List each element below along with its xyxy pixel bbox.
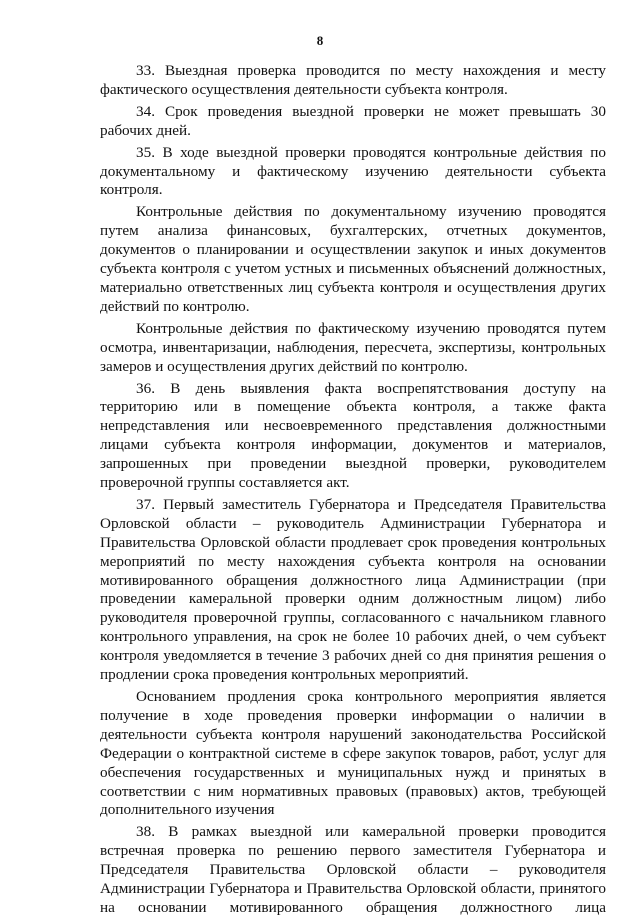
paragraph-37: 37. Первый заместитель Губернатора и Председателя Правительства Орловской области – руководитель Администрации Губернатора и Правительства Орловской области продлевает срок проведения контрольных мероприятий по месту нахождения субъекта контроля на основании мотивированного обращения должностного лица Администрации (при проведении камеральной проверки одним должностным лицом) либо руководителя проверочной группы, согласованного с начальником главного контрольного управления, на срок не более 10 рабочих дней, о чем субъект контроля уведомляется в течение 3 рабочих дней со дня принятия решения о продлении срока проведения контрольных мероприятий. [100, 495, 606, 684]
page-number: 8 [316, 33, 324, 48]
paragraph-33: 33. Выездная проверка проводится по месту нахождения и месту фактического осуществления деятельности субъекта контроля. [100, 62, 606, 98]
paragraph-38: 38. В рамках выездной или камеральной проверки проводится встречная проверка по решению первого заместителя Губернатора и Председателя Правительства Орловской области – руководителя Администрации Губернатора и Правительства Орловской области, принятого на основании мотивированного обращения должностного лица [100, 823, 606, 916]
paragraph-documentary-study: Контрольные действия по документальному изучению проводятся путем анализа финансовых, бухгалтерских, отчетных документов, документов о планировании и осуществлении закупок и иных документов субъекта контроля с учетом устных и письменных объяснений должностных, материально ответственных лиц субъекта контроля и осуществления других действий по контролю. [100, 203, 606, 315]
paragraph-34: 34. Срок проведения выездной проверки не может превышать 30 рабочих дней. [100, 102, 606, 139]
paragraph-factual-study: Контрольные действия по фактическому изучению проводятся путем осмотра, инвентаризации, наблюдения, пересчета, экспертизы, контрольных замеров и осуществления других действий по контролю. [100, 319, 606, 375]
document-body [100, 62, 606, 921]
paragraph-36: 36. В день выявления факта воспрепятствования доступу на территорию или в помещение объекта контроля, а также факта непредставления или несвоевременного представления должностными лицами субъекта контроля информации, документов и материалов, запрошенных при проведении выездной проверки, руководителем проверочной группы составляется акт. [100, 379, 606, 492]
paragraph-extension-grounds: Основанием продления срока контрольного мероприятия является получение в ходе проведения проверки информации о наличии в деятельности субъекта контроля нарушений законодательства Российской Федерации о контрактной системе в сфере закупок товаров, работ, услуг для обеспечения государственных и муниципальных нужд и принятых в соответствии с ним нормативных правовых (правовых) актов, требующей дополнительного изучения [100, 688, 606, 819]
paragraph-35: 35. В ходе выездной проверки проводятся контрольные действия по документальному и фактическому изучению деятельности субъекта контроля. [100, 143, 606, 199]
